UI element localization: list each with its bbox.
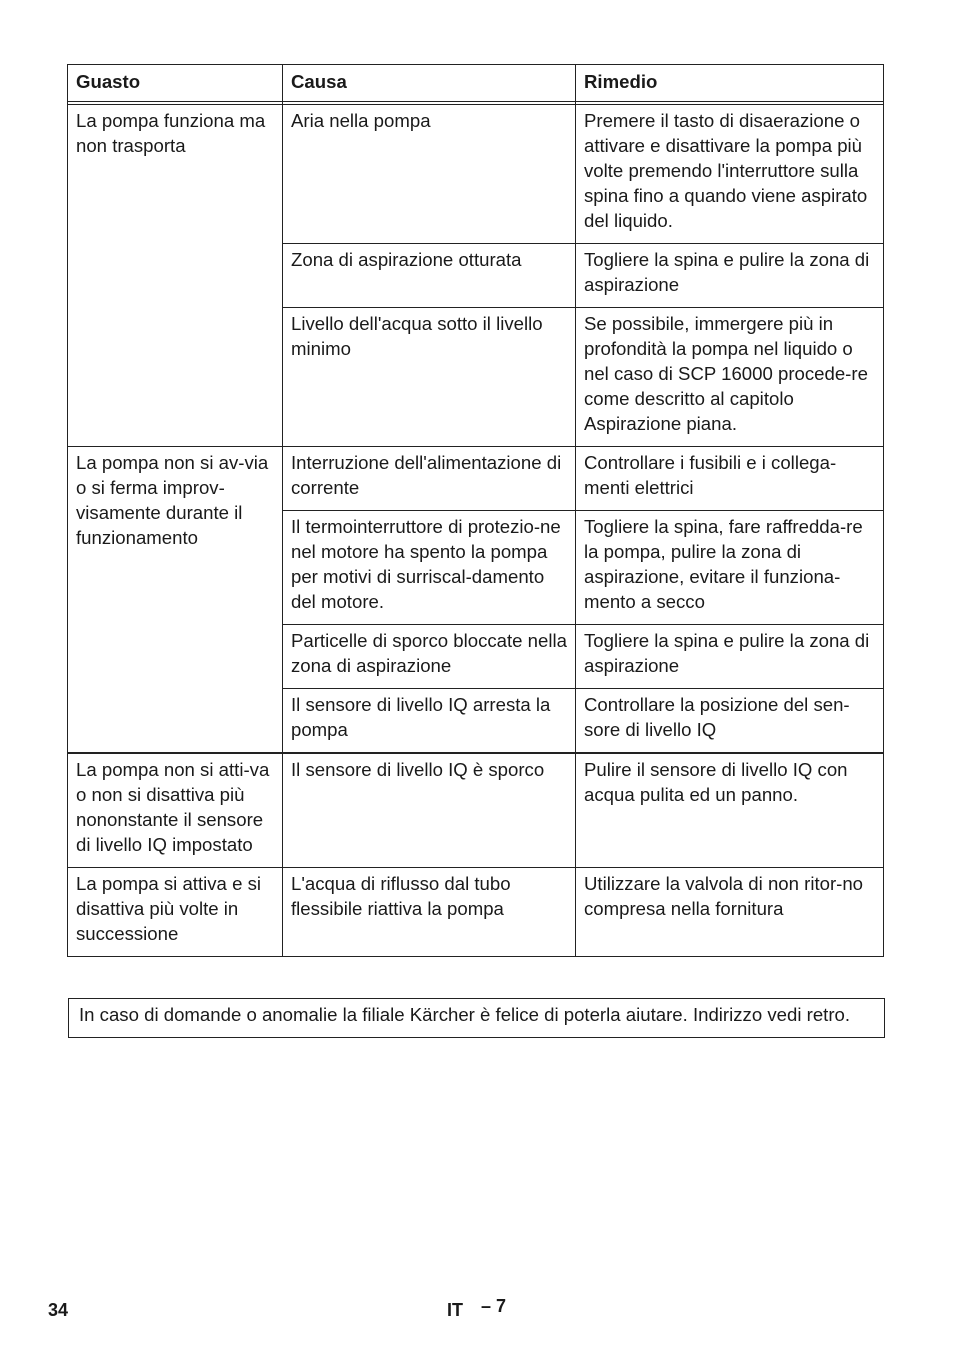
language-code: IT [447, 1300, 463, 1320]
causa-cell: Il termointerruttore di protezio-ne nel motore ha spento la pompa per motivi di surriscal-damento del motore. [282, 510, 575, 624]
rimedio-cell: Premere il tasto di disaerazione o attivare e disattivare la pompa più volte premendo l'interruttore sulla spina fino a quando viene aspirato del liquido. [575, 104, 884, 243]
table-row [67, 867, 884, 957]
table-row [67, 446, 884, 510]
guasto-cell: La pompa si attiva e si disattiva più volte in successione [67, 867, 282, 957]
rimedio-cell: Se possibile, immergere più in profondità la pompa nel liquido o nel caso di SCP 16000 procede-re come descritto al capitolo Aspirazione piana. [575, 307, 884, 446]
causa-cell: Particelle di sporco bloccate nella zona di aspirazione [282, 624, 575, 688]
rimedio-cell: Togliere la spina e pulire la zona di aspirazione [575, 624, 884, 688]
info-box: In caso di domande o anomalie la filiale Kärcher è felice di poterla aiutare. Indirizzo vedi retro. [68, 998, 885, 1038]
header-causa: Causa [282, 64, 575, 101]
troubleshooting-table [67, 64, 884, 957]
rimedio-cell: Utilizzare la valvola di non ritor-no compresa nella fornitura [575, 867, 884, 957]
table-row [67, 752, 884, 867]
rimedio-cell: Controllare i fusibili e i collega-menti elettrici [575, 446, 884, 510]
rimedio-cell: Pulire il sensore di livello IQ con acqua pulita ed un panno. [575, 752, 884, 867]
rimedio-cell: Togliere la spina e pulire la zona di aspirazione [575, 243, 884, 307]
section-number: – 7 [481, 1296, 507, 1316]
causa-cell: Il sensore di livello IQ è sporco [282, 752, 575, 867]
causa-cell: Zona di aspirazione otturata [282, 243, 575, 307]
guasto-cell: La pompa non si atti-va o non si disattiva più nononstante il sensore di livello IQ impostato [67, 752, 282, 867]
rimedio-cell: Togliere la spina, fare raffredda-re la pompa, pulire la zona di aspirazione, evitare il funziona-mento a secco [575, 510, 884, 624]
header-guasto: Guasto [67, 64, 282, 101]
header-rimedio: Rimedio [575, 64, 884, 101]
causa-cell: Il sensore di livello IQ arresta la pompa [282, 688, 575, 752]
causa-cell: Aria nella pompa [282, 104, 575, 243]
rimedio-cell: Controllare la posizione del sen-sore di livello IQ [575, 688, 884, 752]
guasto-cell: La pompa non si av-via o si ferma improv-visamente durante il funzionamento [67, 446, 282, 752]
guasto-cell: La pompa funziona ma non trasporta [67, 104, 282, 446]
causa-cell: Interruzione dell'alimentazione di corrente [282, 446, 575, 510]
causa-cell: L'acqua di riflusso dal tubo flessibile riattiva la pompa [282, 867, 575, 957]
table-header-row [67, 64, 884, 101]
page-number: 34 [48, 1300, 69, 1320]
table-row [67, 104, 884, 243]
causa-cell: Livello dell'acqua sotto il livello minimo [282, 307, 575, 446]
